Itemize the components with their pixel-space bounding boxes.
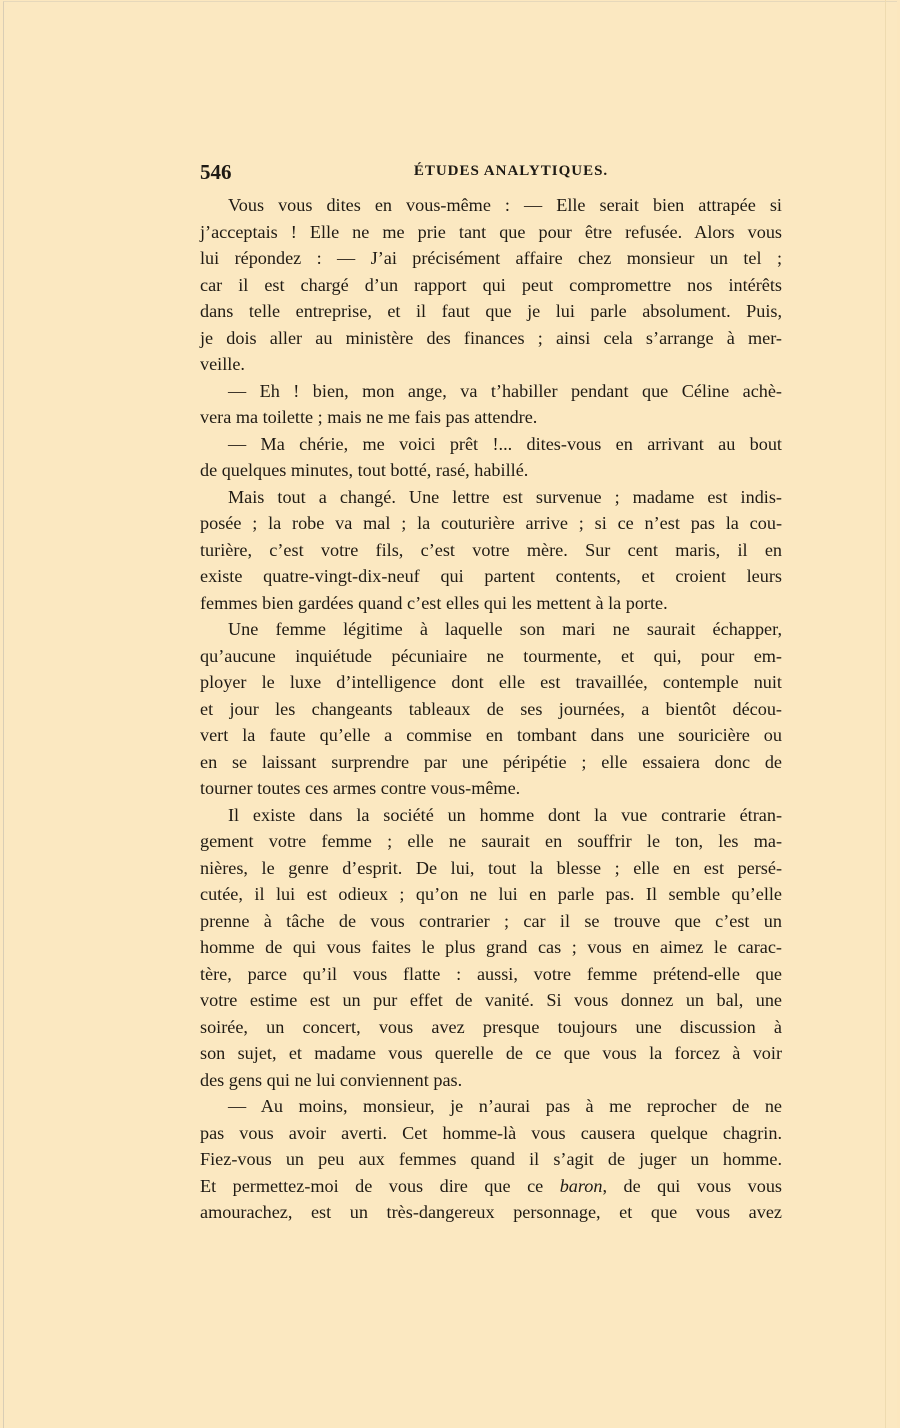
- text-line: tère, parce qu’il vous flatte : aussi, votre femme prétend-elle que: [200, 963, 782, 984]
- text-line: Il existe dans la société un homme dont la vue contrarie étran-: [228, 804, 782, 825]
- running-head: ÉTUDES ANALYTIQUES.: [413, 163, 609, 179]
- text-line: vert la faute qu’elle a commise en tombant dans une souricière ou: [200, 725, 782, 745]
- text-line: existe quatre-vingt-dix-neuf qui partent contents, et croient leurs: [200, 566, 782, 586]
- text-line: votre estime est un pur effet de vanité. Si vous donnez un bal, une: [200, 990, 782, 1010]
- text-line: turière, c’est votre fils, c’est votre mère. Sur cent maris, il en: [200, 539, 782, 560]
- text-line: des gens qui ne lui conviennent pas.: [200, 1069, 463, 1090]
- body-text: [200, 192, 782, 1226]
- text-line: j’acceptais ! Elle ne me prie tant que pour être refusée. Alors vous: [200, 221, 782, 242]
- text-line: Mais tout a changé. Une lettre est survenue ; madame est indis-: [228, 486, 782, 507]
- text-line: son sujet, et madame vous querelle de ce que vous la forcez à voir: [200, 1043, 782, 1063]
- text-line: posée ; la robe va mal ; la couturière arrive ; si ce n’est pas la cou-: [200, 513, 782, 533]
- text-line: amourachez, est un très-dangereux personnage, et que vous avez: [200, 1202, 782, 1222]
- text-line: je dois aller au ministère des finances ; ainsi cela s’arrange à mer-: [200, 327, 782, 348]
- text-line: qu’aucune inquiétude pécuniaire ne tourmente, et qui, pour em-: [200, 645, 782, 666]
- text-line: prenne à tâche de vous contrarier ; car il se trouve que c’est un: [200, 910, 782, 931]
- text-line: — Eh ! bien, mon ange, va t’habiller pendant que Céline achè-: [228, 380, 782, 401]
- page-header: [200, 160, 782, 184]
- text-line: femmes bien gardées quand c’est elles qui les mettent à la porte.: [200, 592, 668, 613]
- text-line: tourner toutes ces armes contre vous-même.: [200, 778, 521, 798]
- text-line: Et permettez-moi de vous dire que ce baron, de qui vous vous: [200, 1175, 783, 1196]
- text-line: homme de qui vous faites le plus grand cas ; vous en aimez le carac-: [200, 937, 782, 957]
- text-line: gement votre femme ; elle ne saurait en souffrir le ton, les ma-: [200, 831, 782, 851]
- text-line: soirée, un concert, vous avez presque toujours une discussion à: [200, 1016, 782, 1037]
- text-line: car il est chargé d’un rapport qui peut compromettre nos intérêts: [200, 274, 782, 295]
- text-line: et jour les changeants tableaux de ses journées, a bientôt décou-: [200, 698, 782, 719]
- text-line: — Ma chérie, me voici prêt !... dites-vous en arrivant au bout: [228, 433, 782, 454]
- text-line: vera ma toilette ; mais ne me fais pas attendre.: [200, 407, 538, 427]
- text-line: de quelques minutes, tout botté, rasé, habillé.: [200, 460, 529, 480]
- text-line: nières, le genre d’esprit. De lui, tout la blesse ; elle en est persé-: [200, 857, 782, 878]
- text-line: dans telle entreprise, et il faut que je lui parle absolument. Puis,: [200, 301, 782, 321]
- text-line: lui répondez : — J’ai précisément affaire chez monsieur un tel ;: [200, 248, 782, 268]
- text-line: en se laissant surprendre par une péripétie ; elle essaiera donc de: [200, 751, 782, 772]
- italic-word: baron: [559, 1175, 603, 1196]
- page-edge: [885, 0, 886, 1428]
- text-line: veille.: [200, 354, 245, 374]
- text-line: ployer le luxe d’intelligence dont elle est travaillée, contemple nuit: [200, 672, 782, 692]
- text-line: Fiez-vous un peu aux femmes quand il s’agit de juger un homme.: [200, 1149, 782, 1169]
- text-line: pas vous avoir averti. Cet homme-là vous causera quelque chagrin.: [200, 1122, 782, 1143]
- page-number: 546: [200, 160, 232, 184]
- text-line: cutée, il lui est odieux ; qu’on ne lui en parle pas. Il semble qu’elle: [200, 884, 782, 904]
- text-line: Vous vous dites en vous-même : — Elle serait bien attrapée si: [228, 195, 782, 215]
- text-line: — Au moins, monsieur, je n’aurai pas à me reprocher de ne: [228, 1096, 782, 1116]
- text-line: Une femme légitime à laquelle son mari ne saurait échapper,: [228, 619, 782, 639]
